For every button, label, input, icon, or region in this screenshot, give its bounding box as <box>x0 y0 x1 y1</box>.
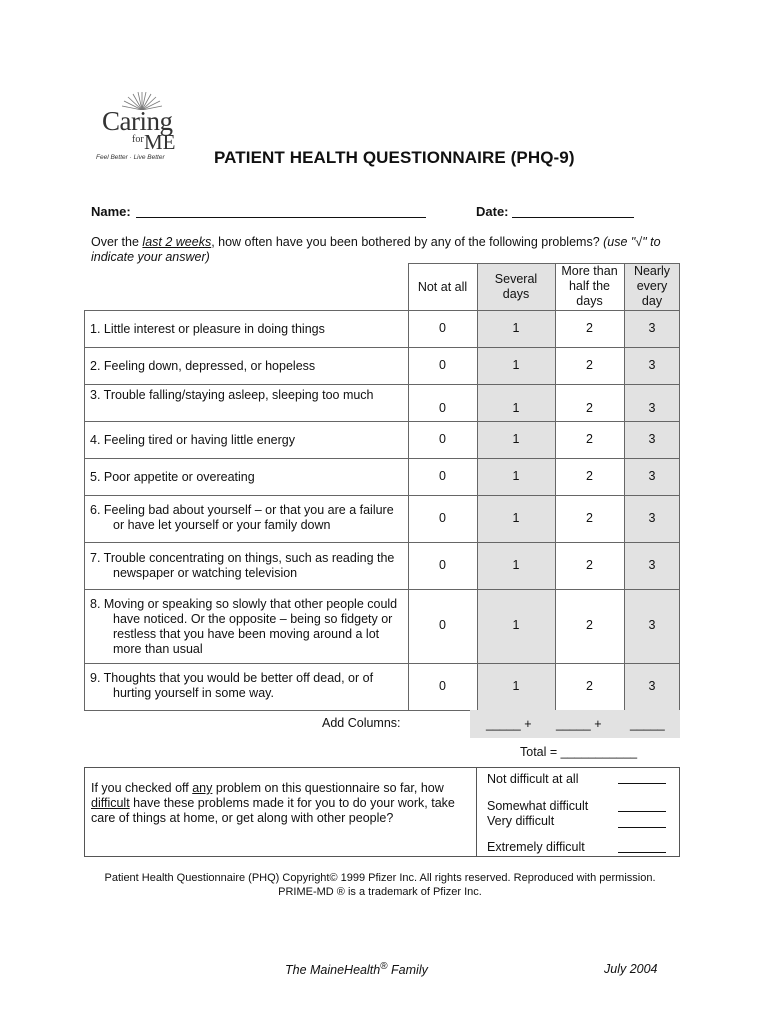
score-option[interactable]: 2 <box>586 357 593 372</box>
copyright-notice: Patient Health Questionnaire (PHQ) Copyright© 1999 Pfizer Inc. All rights reserved. Reproduced with permission. PRIME-MD ® is a trademark of Pfizer Inc. <box>104 872 656 898</box>
option-somewhat-difficult-blank[interactable] <box>618 811 666 812</box>
sum-several[interactable]: _____ + <box>486 717 532 731</box>
instructions <box>91 235 691 265</box>
score-option[interactable]: 2 <box>586 468 593 483</box>
footer-family-suffix: Family <box>387 963 428 978</box>
score-option[interactable]: 3 <box>648 357 656 372</box>
intro-post: , how often have you been bothered by any of the following problems? <box>211 235 604 249</box>
logo-tagline: Feel Better · Live Better <box>96 154 165 161</box>
table-hline <box>84 542 680 543</box>
question-line: 4. Feeling tired or having little energy <box>90 433 295 447</box>
question-text <box>90 433 295 448</box>
question-line: 5. Poor appetite or overeating <box>90 470 255 484</box>
score-option[interactable]: 3 <box>648 320 656 335</box>
total-field[interactable]: Total = ___________ <box>520 745 638 759</box>
score-option[interactable]: 3 <box>648 618 656 632</box>
date-label: Date: <box>476 204 509 219</box>
score-option[interactable]: 0 <box>439 510 446 525</box>
score-option[interactable]: 0 <box>439 400 446 415</box>
name-label: Name: <box>91 204 131 219</box>
option-not-difficult-blank[interactable] <box>618 783 666 784</box>
score-option[interactable]: 3 <box>648 431 656 446</box>
footer-family-name: The MaineHealth <box>285 963 381 978</box>
footer-family <box>285 961 428 977</box>
score-option[interactable]: 1 <box>512 320 520 335</box>
col-header-not-at-all: Not at all <box>417 279 468 294</box>
question-line: restless that you have been moving around a lot <box>113 627 380 641</box>
score-option[interactable]: 2 <box>586 431 593 446</box>
intro-hint: (use "√" to indicate your answer) <box>91 235 661 264</box>
question-line: 9. Thoughts that you would be better off dead, or of <box>90 671 374 685</box>
question-line: 7. Trouble concentrating on things, such as reading the <box>90 551 395 565</box>
score-option[interactable]: 1 <box>512 678 520 693</box>
option-extremely-difficult: Extremely difficult <box>487 840 585 854</box>
table-hline <box>84 384 680 385</box>
dq-b: problem on this questionnaire so far, how <box>212 781 444 795</box>
table-hline <box>84 458 680 459</box>
table-vline <box>477 263 478 710</box>
col-header-nearly-every-day: Nearly every day <box>633 264 671 308</box>
question-text <box>90 322 325 337</box>
score-option[interactable]: 0 <box>439 431 446 446</box>
table-hline <box>84 347 680 348</box>
column-sums <box>470 710 680 738</box>
score-option[interactable]: 2 <box>586 557 593 572</box>
page-title: PATIENT HEALTH QUESTIONNAIRE (PHQ-9) <box>214 148 575 167</box>
question-text <box>90 388 374 403</box>
footer-reg-mark: ® <box>380 961 388 972</box>
score-option[interactable]: 2 <box>586 618 593 632</box>
question-line: 2. Feeling down, depressed, or hopeless <box>90 359 316 373</box>
table-hline <box>408 263 680 264</box>
score-option[interactable]: 3 <box>648 510 656 525</box>
question-line: 6. Feeling bad about yourself – or that you are a failure <box>90 503 394 517</box>
table-vline <box>624 263 625 710</box>
question-text <box>90 359 315 374</box>
sum-nearly-every-day[interactable]: _____ <box>630 717 665 731</box>
table-hline <box>84 421 680 422</box>
phq9-table <box>84 263 680 710</box>
logo-me-text: ME <box>144 130 176 154</box>
question-line: 3. Trouble falling/staying asleep, sleeping too much <box>90 388 374 402</box>
score-option[interactable]: 1 <box>512 357 520 372</box>
option-not-difficult: Not difficult at all <box>487 772 579 786</box>
score-option[interactable]: 1 <box>512 431 520 446</box>
col-header-several-days: Several days <box>494 272 538 301</box>
question-text <box>90 551 394 581</box>
intro-pre: Over the <box>91 235 143 249</box>
table-hline <box>84 310 680 311</box>
dq-difficult: difficult <box>91 796 130 810</box>
table-vline <box>408 263 409 710</box>
score-option[interactable]: 2 <box>586 320 593 335</box>
option-somewhat-difficult: Somewhat difficult <box>487 799 589 813</box>
table-hline <box>84 663 680 664</box>
question-text <box>90 503 394 533</box>
score-option[interactable]: 0 <box>439 468 446 483</box>
score-option[interactable]: 1 <box>512 557 520 572</box>
option-very-difficult: Very difficult <box>487 814 555 828</box>
option-extremely-difficult-blank[interactable] <box>618 852 666 853</box>
score-option[interactable]: 3 <box>648 557 656 572</box>
difficulty-question <box>91 781 471 826</box>
question-line: hurting yourself in some way. <box>113 686 274 700</box>
difficulty-divider <box>476 767 477 857</box>
score-option[interactable]: 1 <box>512 400 520 415</box>
score-option[interactable]: 3 <box>648 400 656 415</box>
caring-for-me-logo <box>94 92 189 166</box>
score-option[interactable]: 3 <box>648 678 656 693</box>
score-option[interactable]: 0 <box>439 678 446 693</box>
dq-a: If you checked off <box>91 781 193 795</box>
question-line: 1. Little interest or pleasure in doing things <box>90 322 325 336</box>
question-text <box>90 470 255 485</box>
question-line: more than usual <box>113 642 203 656</box>
score-option[interactable]: 0 <box>439 618 446 632</box>
table-hline <box>84 589 680 590</box>
add-columns-label: Add Columns: <box>322 716 401 730</box>
score-option[interactable]: 1 <box>512 510 520 525</box>
table-vline <box>555 263 556 710</box>
sum-more-than-half[interactable]: _____ + <box>556 717 602 731</box>
table-vline <box>679 263 680 710</box>
score-option[interactable]: 0 <box>439 357 446 372</box>
score-option[interactable]: 1 <box>512 468 520 483</box>
logo-for-text: for <box>132 134 144 145</box>
name-field[interactable] <box>136 217 426 218</box>
score-option[interactable]: 3 <box>648 468 656 483</box>
question-text <box>90 671 373 701</box>
date-field[interactable] <box>512 217 634 218</box>
logo-caring-text: Caring <box>102 106 173 136</box>
option-very-difficult-blank[interactable] <box>618 827 666 828</box>
score-option[interactable]: 2 <box>586 400 593 415</box>
table-hline <box>84 495 680 496</box>
score-option[interactable]: 0 <box>439 320 446 335</box>
table-vline <box>84 310 85 710</box>
question-line: have noticed. Or the opposite – being so fidgety or <box>113 612 393 626</box>
intro-underlined: last 2 weeks <box>142 235 212 249</box>
col-header-more-than-half: More than half the days <box>561 264 618 308</box>
score-option[interactable]: 1 <box>512 618 520 632</box>
question-line: 8. Moving or speaking so slowly that other people could <box>90 597 398 611</box>
score-option[interactable]: 0 <box>439 557 446 572</box>
question-text <box>90 597 397 657</box>
dq-any: any <box>192 781 213 795</box>
question-line: newspaper or watching television <box>113 566 298 580</box>
score-option[interactable]: 2 <box>586 678 593 693</box>
footer-date: July 2004 <box>604 962 658 976</box>
dq-c: have these problems made it for you to do your work, take care of things at home, or get along with other people? <box>91 796 455 825</box>
question-line: or have let yourself or your family down <box>113 518 331 532</box>
score-option[interactable]: 2 <box>586 510 593 525</box>
